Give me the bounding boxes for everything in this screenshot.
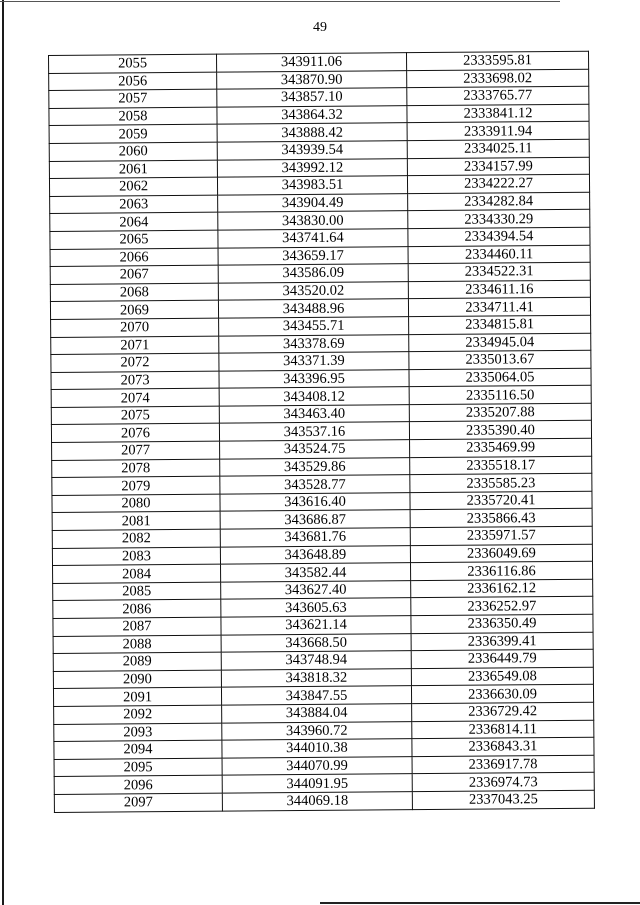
y-coordinate-cell: 2336252.97 — [411, 597, 593, 616]
point-number-cell: 2090 — [53, 670, 221, 689]
point-number-cell: 2092 — [54, 705, 222, 724]
point-number-cell: 2068 — [50, 283, 218, 302]
point-number-cell: 2055 — [49, 54, 217, 73]
x-coordinate-cell: 343528.77 — [220, 475, 410, 494]
point-number-cell: 2077 — [52, 441, 220, 460]
y-coordinate-cell: 2334522.31 — [408, 262, 590, 281]
x-coordinate-cell: 343463.40 — [219, 405, 409, 424]
x-coordinate-cell: 343648.89 — [220, 545, 410, 564]
coordinates-table-body — [49, 51, 595, 812]
point-number-cell: 2056 — [49, 72, 217, 91]
y-coordinate-cell: 2336814.11 — [412, 720, 594, 739]
y-coordinate-cell: 2334611.16 — [408, 280, 590, 299]
x-coordinate-cell: 343371.39 — [219, 352, 409, 371]
x-coordinate-cell: 343857.10 — [217, 88, 407, 107]
x-coordinate-cell: 343455.71 — [219, 317, 409, 336]
point-number-cell: 2074 — [51, 388, 219, 407]
x-coordinate-cell: 343864.32 — [217, 105, 407, 124]
point-number-cell: 2065 — [50, 230, 218, 249]
point-number-cell: 2062 — [49, 177, 217, 196]
y-coordinate-cell: 2333911.94 — [407, 122, 589, 141]
x-coordinate-cell: 343605.63 — [221, 598, 411, 617]
x-coordinate-cell: 343992.12 — [217, 158, 407, 177]
point-number-cell: 2076 — [51, 424, 219, 443]
point-number-cell: 2095 — [54, 758, 222, 777]
point-number-cell: 2072 — [51, 353, 219, 372]
y-coordinate-cell: 2335971.57 — [410, 526, 592, 545]
point-number-cell: 2094 — [54, 740, 222, 759]
y-coordinate-cell: 2336974.73 — [412, 773, 594, 792]
y-coordinate-cell: 2336350.49 — [411, 614, 593, 633]
y-coordinate-cell: 2335390.40 — [409, 421, 591, 440]
point-number-cell: 2085 — [53, 582, 221, 601]
x-coordinate-cell: 343668.50 — [221, 633, 411, 652]
y-coordinate-cell: 2336049.69 — [410, 544, 592, 563]
y-coordinate-cell: 2334222.27 — [407, 174, 589, 193]
point-number-cell: 2058 — [49, 107, 217, 126]
y-coordinate-cell: 2336162.12 — [411, 579, 593, 598]
point-number-cell: 2057 — [49, 89, 217, 108]
y-coordinate-cell: 2336630.09 — [411, 685, 593, 704]
y-coordinate-cell: 2336729.42 — [412, 702, 594, 721]
y-coordinate-cell: 2334460.11 — [408, 245, 590, 264]
x-coordinate-cell: 343939.54 — [217, 141, 407, 160]
y-coordinate-cell: 2333698.02 — [407, 69, 589, 88]
x-coordinate-cell: 343408.12 — [219, 387, 409, 406]
point-number-cell: 2082 — [52, 529, 220, 548]
x-coordinate-cell: 343870.90 — [217, 70, 407, 89]
x-coordinate-cell: 343616.40 — [220, 493, 410, 512]
point-number-cell: 2081 — [52, 512, 220, 531]
y-coordinate-cell: 2335866.43 — [410, 509, 592, 528]
y-coordinate-cell: 2335207.88 — [409, 403, 591, 422]
y-coordinate-cell: 2333765.77 — [407, 86, 589, 105]
x-coordinate-cell: 343884.04 — [222, 704, 412, 723]
x-coordinate-cell: 344091.95 — [222, 774, 412, 793]
point-number-cell: 2080 — [52, 494, 220, 513]
y-coordinate-cell: 2334282.84 — [408, 192, 590, 211]
x-coordinate-cell: 343586.09 — [218, 264, 408, 283]
point-number-cell: 2088 — [53, 635, 221, 654]
y-coordinate-cell: 2334025.11 — [407, 139, 589, 158]
point-number-cell: 2071 — [51, 336, 219, 355]
y-coordinate-cell: 2335013.67 — [409, 350, 591, 369]
x-coordinate-cell: 343818.32 — [221, 668, 411, 687]
y-coordinate-cell: 2336549.08 — [411, 667, 593, 686]
y-coordinate-cell: 2336116.86 — [411, 561, 593, 580]
point-number-cell: 2075 — [51, 406, 219, 425]
y-coordinate-cell: 2335585.23 — [410, 473, 592, 492]
point-number-cell: 2091 — [53, 688, 221, 707]
x-coordinate-cell: 343748.94 — [221, 651, 411, 670]
y-coordinate-cell: 2333841.12 — [407, 104, 589, 123]
point-number-cell: 2061 — [49, 160, 217, 179]
x-coordinate-cell: 343983.51 — [217, 176, 407, 195]
x-coordinate-cell: 343686.87 — [220, 510, 410, 529]
y-coordinate-cell: 2335518.17 — [410, 456, 592, 475]
y-coordinate-cell: 2336917.78 — [412, 755, 594, 774]
x-coordinate-cell: 344070.99 — [222, 756, 412, 775]
point-number-cell: 2097 — [54, 793, 222, 812]
point-number-cell: 2067 — [50, 265, 218, 284]
point-number-cell: 2069 — [50, 300, 218, 319]
y-coordinate-cell: 2334945.04 — [409, 333, 591, 352]
point-number-cell: 2086 — [53, 600, 221, 619]
x-coordinate-cell: 343488.96 — [218, 299, 408, 318]
x-coordinate-cell: 343847.55 — [221, 686, 411, 705]
y-coordinate-cell: 2333595.81 — [406, 51, 588, 70]
point-number-cell: 2066 — [50, 248, 218, 267]
y-coordinate-cell: 2335720.41 — [410, 491, 592, 510]
x-coordinate-cell: 343396.95 — [219, 369, 409, 388]
point-number-cell: 2059 — [49, 125, 217, 144]
point-number-cell: 2084 — [53, 564, 221, 583]
x-coordinate-cell: 344069.18 — [222, 792, 412, 811]
x-coordinate-cell: 343378.69 — [219, 334, 409, 353]
y-coordinate-cell: 2334330.29 — [408, 210, 590, 229]
x-coordinate-cell: 343904.49 — [218, 193, 408, 212]
x-coordinate-cell: 343960.72 — [222, 721, 412, 740]
point-number-cell: 2093 — [54, 723, 222, 742]
x-coordinate-cell: 343888.42 — [217, 123, 407, 142]
x-coordinate-cell: 343529.86 — [220, 457, 410, 476]
point-number-cell: 2087 — [53, 617, 221, 636]
x-coordinate-cell: 343659.17 — [218, 246, 408, 265]
y-coordinate-cell: 2334394.54 — [408, 227, 590, 246]
coordinates-table-wrapper — [48, 51, 594, 813]
point-number-cell: 2096 — [54, 775, 222, 794]
y-coordinate-cell: 2334711.41 — [408, 298, 590, 317]
y-coordinate-cell: 2334815.81 — [409, 315, 591, 334]
point-number-cell: 2083 — [52, 547, 220, 566]
x-coordinate-cell: 343830.00 — [218, 211, 408, 230]
scan-edge-left — [2, 0, 4, 905]
point-number-cell: 2064 — [50, 213, 218, 232]
y-coordinate-cell: 2337043.25 — [412, 790, 594, 809]
x-coordinate-cell: 343627.40 — [221, 580, 411, 599]
x-coordinate-cell: 343911.06 — [216, 53, 406, 72]
y-coordinate-cell: 2334157.99 — [407, 157, 589, 176]
point-number-cell: 2070 — [51, 318, 219, 337]
point-number-cell: 2078 — [52, 459, 220, 478]
point-number-cell: 2079 — [52, 476, 220, 495]
x-coordinate-cell: 343524.75 — [220, 440, 410, 459]
y-coordinate-cell: 2335469.99 — [410, 438, 592, 457]
x-coordinate-cell: 343621.14 — [221, 616, 411, 635]
point-number-cell: 2073 — [51, 371, 219, 390]
x-coordinate-cell: 343741.64 — [218, 229, 408, 248]
y-coordinate-cell: 2336449.79 — [411, 649, 593, 668]
point-number-cell: 2063 — [50, 195, 218, 214]
x-coordinate-cell: 343520.02 — [218, 281, 408, 300]
x-coordinate-cell: 344010.38 — [222, 739, 412, 758]
page-number: 49 — [313, 20, 327, 35]
y-coordinate-cell: 2335064.05 — [409, 368, 591, 387]
y-coordinate-cell: 2336843.31 — [412, 737, 594, 756]
table-row — [54, 790, 594, 812]
y-coordinate-cell: 2335116.50 — [409, 386, 591, 405]
x-coordinate-cell: 343681.76 — [220, 528, 410, 547]
point-number-cell: 2060 — [49, 142, 217, 161]
x-coordinate-cell: 343537.16 — [219, 422, 409, 441]
coordinates-table — [48, 51, 595, 813]
point-number-cell: 2089 — [53, 652, 221, 671]
x-coordinate-cell: 343582.44 — [221, 563, 411, 582]
scan-edge-bottom — [320, 902, 640, 904]
scan-edge-top — [0, 1, 560, 2]
y-coordinate-cell: 2336399.41 — [411, 632, 593, 651]
